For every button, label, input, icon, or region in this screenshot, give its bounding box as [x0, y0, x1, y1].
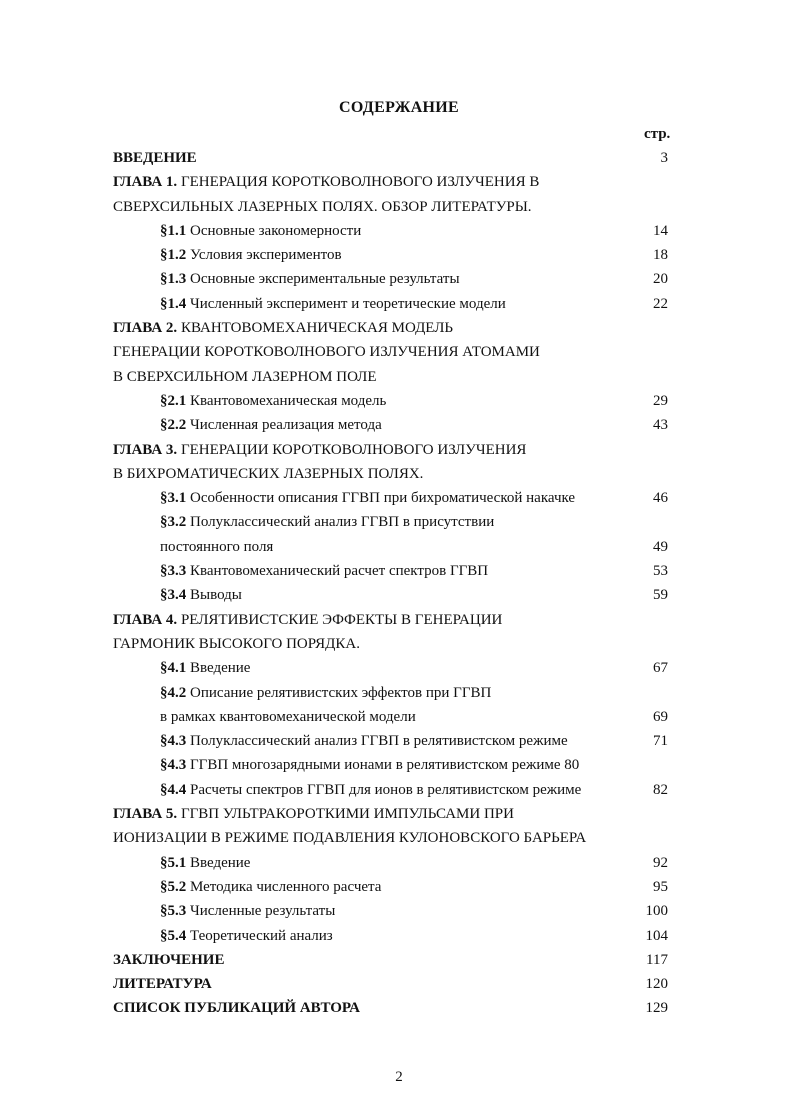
toc-entry-page: 82	[653, 781, 668, 798]
toc-entry-title	[160, 729, 568, 753]
toc-entry-title: постоянного поля	[160, 538, 274, 555]
toc-entry-title	[160, 510, 494, 534]
toc-entry	[0, 413, 798, 437]
toc-entry	[0, 826, 798, 850]
toc-entry	[0, 389, 798, 413]
toc-entry-text: Численный эксперимент и теоретические модели	[186, 295, 506, 312]
toc-entry	[0, 608, 798, 632]
toc-entry-title: ГЕНЕРАЦИИ КОРОТКОВОЛНОВОГО ИЗЛУЧЕНИЯ АТОМАМИ	[113, 344, 540, 361]
toc-entry	[0, 851, 798, 875]
toc-entry	[0, 899, 798, 923]
section-number: §3.1	[160, 490, 187, 507]
section-number: §5.1	[160, 854, 187, 871]
toc-entry	[0, 292, 798, 316]
toc-entry-page: 20	[653, 271, 668, 288]
toc-entry-text: Численная реализация метода	[186, 417, 382, 434]
toc-entry-page: 49	[653, 538, 668, 555]
toc-entry-page: 3	[660, 150, 668, 166]
section-number: §5.4	[160, 927, 187, 944]
toc-entry-page: 59	[653, 587, 668, 604]
toc-entry-page: 100	[645, 903, 668, 920]
toc-entry-title	[113, 170, 539, 194]
toc-entry-text: Методика численного расчета	[186, 878, 382, 895]
toc-entry	[0, 486, 798, 510]
section-number: §3.4	[160, 587, 187, 604]
toc-entry-page: 18	[653, 247, 668, 264]
toc-entry	[0, 146, 798, 170]
toc-entry	[0, 924, 798, 948]
toc-entry	[0, 632, 798, 656]
toc-entry	[0, 267, 798, 291]
toc-entry-title: ЛИТЕРАТУРА	[113, 976, 212, 993]
section-number: §1.3	[160, 271, 187, 288]
toc-entry-page: 46	[653, 490, 668, 507]
toc-entry	[0, 243, 798, 267]
toc-entry-page: 67	[653, 660, 668, 677]
toc-entry-title	[160, 267, 460, 291]
chapter-number: ГЛАВА 5.	[113, 806, 178, 823]
toc-entry-title	[160, 243, 342, 267]
toc-entry	[0, 729, 798, 753]
toc-entry-title	[160, 583, 242, 607]
section-number: §4.2	[160, 684, 187, 701]
toc-entry-title	[160, 924, 333, 948]
toc-entry-text: Описание релятивистских эффектов при ГГВП	[186, 684, 492, 701]
section-number: §4.4	[160, 781, 187, 798]
toc-entry	[0, 583, 798, 607]
chapter-number: ГЛАВА 2.	[113, 320, 178, 337]
section-number: §4.3	[160, 733, 187, 750]
toc-entry-text: Теоретический анализ	[186, 927, 333, 944]
toc-entry	[0, 195, 798, 219]
toc-entry	[0, 656, 798, 680]
page-column-label: стр.	[644, 126, 671, 142]
toc-entry-title: ВВЕДЕНИЕ	[113, 150, 197, 166]
toc-entry	[0, 875, 798, 899]
toc-entry-title: ЗАКЛЮЧЕНИЕ	[113, 951, 225, 968]
chapter-number: ГЛАВА 4.	[113, 611, 178, 628]
toc-entry-title	[160, 899, 335, 923]
toc-entry	[0, 972, 798, 996]
toc-entry-text: ГЕНЕРАЦИИ КОРОТКОВОЛНОВОГО ИЗЛУЧЕНИЯ	[177, 441, 527, 458]
chapter-number: ГЛАВА 1.	[113, 174, 178, 191]
toc-entry-title: ИОНИЗАЦИИ В РЕЖИМЕ ПОДАВЛЕНИЯ КУЛОНОВСКОГО БАРЬЕРА	[113, 830, 587, 847]
table-of-contents	[0, 146, 798, 1021]
toc-entry	[0, 996, 798, 1020]
toc-entry-page: 117	[646, 951, 668, 968]
toc-entry-title	[160, 681, 491, 705]
toc-entry	[0, 462, 798, 486]
toc-entry-page: 92	[653, 854, 668, 871]
section-number: §2.2	[160, 417, 187, 434]
toc-entry	[0, 316, 798, 340]
toc-entry-title: В СВЕРХСИЛЬНОМ ЛАЗЕРНОМ ПОЛЕ	[113, 368, 377, 385]
toc-entry	[0, 510, 798, 534]
toc-entry	[0, 219, 798, 243]
toc-entry-title	[113, 316, 453, 340]
toc-entry-text: ГЕНЕРАЦИЯ КОРОТКОВОЛНОВОГО ИЗЛУЧЕНИЯ В	[177, 174, 540, 191]
section-number: §1.2	[160, 247, 187, 264]
toc-entry-title	[160, 778, 581, 802]
chapter-number: ГЛАВА 3.	[113, 441, 178, 458]
toc-entry	[0, 340, 798, 364]
section-number: §3.2	[160, 514, 187, 531]
toc-entry-page: 53	[653, 563, 668, 580]
toc-entry	[0, 705, 798, 729]
section-number: §4.3	[160, 757, 187, 774]
toc-entry-title	[160, 875, 381, 899]
toc-entry-text: Полуклассический анализ ГГВП в релятивистском режиме	[186, 733, 568, 750]
toc-entry-title	[160, 389, 386, 413]
toc-entry-text: Выводы	[186, 587, 242, 604]
toc-entry-text: Численные результаты	[186, 903, 336, 920]
toc-entry-text: ГГВП УЛЬТРАКОРОТКИМИ ИМПУЛЬСАМИ ПРИ	[177, 806, 514, 823]
toc-entry	[0, 948, 798, 972]
toc-entry-text: РЕЛЯТИВИСТСКИЕ ЭФФЕКТЫ В ГЕНЕРАЦИИ	[177, 611, 503, 628]
toc-entry	[0, 778, 798, 802]
toc-entry-title	[160, 219, 361, 243]
section-number: §2.1	[160, 392, 187, 409]
toc-entry-text: Расчеты спектров ГГВП для ионов в релятивистском режиме	[186, 781, 582, 798]
toc-entry-page: 69	[653, 708, 668, 725]
toc-entry-text: Квантовомеханическая модель	[186, 392, 387, 409]
page-title: СОДЕРЖАНИЕ	[338, 99, 460, 116]
toc-entry-text: Основные экспериментальные результаты	[186, 271, 460, 288]
toc-entry-page: 104	[645, 927, 668, 944]
toc-entry-text: КВАНТОВОМЕХАНИЧЕСКАЯ МОДЕЛЬ	[177, 320, 454, 337]
toc-entry-title	[113, 608, 502, 632]
toc-entry-text: Особенности описания ГГВП при бихроматической накачке	[186, 490, 576, 507]
toc-entry-text: Введение	[186, 854, 251, 871]
toc-entry-title: СВЕРХСИЛЬНЫХ ЛАЗЕРНЫХ ПОЛЯХ. ОБЗОР ЛИТЕРАТУРЫ.	[113, 198, 532, 215]
toc-entry-page: 95	[653, 878, 668, 895]
section-number: §1.4	[160, 295, 187, 312]
toc-entry-page: 22	[653, 295, 668, 312]
toc-entry-text: Условия экспериментов	[186, 247, 342, 264]
toc-entry-title: в рамках квантовомеханической модели	[160, 708, 416, 725]
toc-entry-page: 71	[653, 733, 668, 750]
toc-entry-title	[160, 851, 250, 875]
section-number: §5.3	[160, 903, 187, 920]
toc-entry	[0, 802, 798, 826]
toc-entry-text: Полуклассический анализ ГГВП в присутствии	[186, 514, 495, 531]
toc-entry	[0, 438, 798, 462]
toc-entry	[0, 170, 798, 194]
toc-entry-text: Введение	[186, 660, 251, 677]
toc-entry-page: 43	[653, 417, 668, 434]
toc-entry-title	[160, 656, 250, 680]
toc-entry-title	[160, 292, 506, 316]
toc-entry-title	[160, 486, 575, 510]
toc-entry-page: 129	[645, 1000, 668, 1017]
toc-entry-page: 29	[653, 392, 668, 409]
toc-entry-title	[160, 413, 382, 437]
toc-entry	[0, 535, 798, 559]
section-number: §1.1	[160, 222, 187, 239]
page-number: 2	[395, 1069, 403, 1085]
toc-entry	[0, 365, 798, 389]
toc-entry-title	[113, 438, 526, 462]
toc-entry-title: ГАРМОНИК ВЫСОКОГО ПОРЯДКА.	[113, 635, 360, 652]
section-number: §5.2	[160, 878, 187, 895]
toc-entry-title	[160, 753, 579, 777]
toc-entry-text: ГГВП многозарядными ионами в релятивистском режиме 80	[186, 757, 580, 774]
section-number: §4.1	[160, 660, 187, 677]
toc-entry	[0, 681, 798, 705]
toc-entry-title: СПИСОК ПУБЛИКАЦИЙ АВТОРА	[113, 1000, 361, 1017]
toc-entry-text: Квантовомеханический расчет спектров ГГВП	[186, 563, 489, 580]
toc-entry	[0, 559, 798, 583]
toc-entry-text: Основные закономерности	[186, 222, 362, 239]
toc-entry-page: 120	[645, 976, 668, 993]
toc-entry-title: В БИХРОМАТИЧЕСКИХ ЛАЗЕРНЫХ ПОЛЯХ.	[113, 465, 424, 482]
toc-entry-title	[113, 802, 514, 826]
toc-entry-title	[160, 559, 488, 583]
section-number: §3.3	[160, 563, 187, 580]
toc-entry	[0, 753, 798, 777]
toc-entry-page: 14	[653, 222, 668, 239]
